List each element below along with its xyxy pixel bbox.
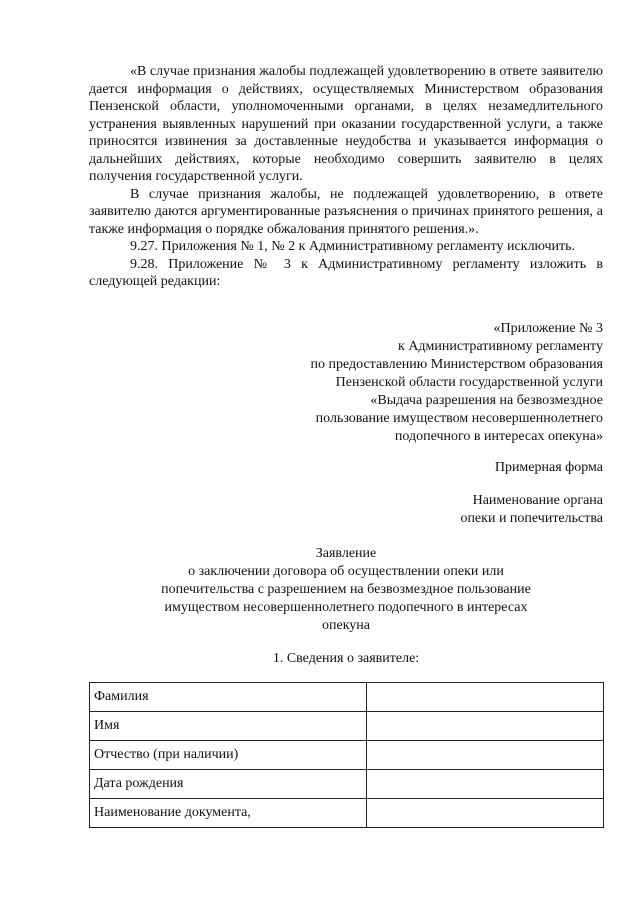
statement-line: Заявление [315, 546, 377, 561]
table-row [90, 712, 604, 741]
statement-line: попечительства с разрешением на безвозмездное пользование [161, 582, 531, 597]
row-value-field[interactable] [366, 683, 603, 712]
row-label: Наименование документа, [90, 799, 367, 828]
appendix-line: «Приложение № 3 [493, 321, 603, 336]
table-row [90, 799, 604, 828]
organ-name-block [460, 492, 603, 528]
row-value-field[interactable] [366, 770, 603, 799]
appendix-line: к Административному регламенту [398, 339, 603, 354]
row-label: Имя [90, 712, 367, 741]
appendix-header [250, 320, 603, 446]
applicant-table [89, 682, 604, 828]
statement-line: опекуна [321, 618, 370, 633]
paragraph-complaint-satisfied: «В случае признания жалобы подлежащей удовлетворению в ответе заявителю дается информация о действиях, осуществляемых Министерством образования Пензенской области, уполномоченными органами, в целях незамедлительного устранения выявленных нарушений при оказании государственной услуги, а также приносятся извинения за доставленные неудобства и указывается информация о дальнейших действиях, которые необходимо совершить заявителю в целях получения государственной услуги. [89, 64, 603, 184]
paragraph-complaint-rejected: В случае признания жалобы, не подлежащей удовлетворению, в ответе заявителю даются аргументированные разъяснения о причинах принятого решения, а также информация о порядке обжалования принятого решения.». [89, 186, 603, 237]
appendix-line: «Выдача разрешения на безвозмездное [370, 393, 603, 408]
statement-line: имуществом несовершеннолетнего подопечного в интересах [164, 600, 528, 615]
row-value-field[interactable] [366, 799, 603, 828]
body-text [89, 63, 603, 291]
appendix-line: Пензенской области государственной услуги [335, 375, 603, 390]
statement-title [89, 545, 603, 635]
appendix-line: пользование имуществом несовершеннолетнего [315, 411, 603, 426]
paragraph-9-28: 9.28. Приложение № 3 к Административному регламенту изложить в следующей редакции: [89, 256, 603, 289]
form-type-label: Примерная форма [494, 460, 603, 475]
organ-line: опеки и попечительства [460, 511, 603, 526]
table-row [90, 741, 604, 770]
paragraph-9-27: 9.27. Приложения № 1, № 2 к Административному регламенту исключить. [130, 239, 576, 254]
table-row [90, 770, 604, 799]
statement-line: о заключении договора об осуществлении опеки или [188, 564, 504, 579]
section-title-applicant: 1. Сведения о заявителе: [272, 651, 420, 666]
appendix-line: по предоставлению Министерством образования [310, 357, 603, 372]
row-value-field[interactable] [366, 712, 603, 741]
row-value-field[interactable] [366, 741, 603, 770]
row-label: Дата рождения [90, 770, 367, 799]
row-label: Отчество (при наличии) [90, 741, 367, 770]
appendix-line: подопечного в интересах опекуна» [394, 429, 603, 444]
table-row [90, 683, 604, 712]
organ-line: Наименование органа [472, 493, 603, 508]
row-label: Фамилия [90, 683, 367, 712]
